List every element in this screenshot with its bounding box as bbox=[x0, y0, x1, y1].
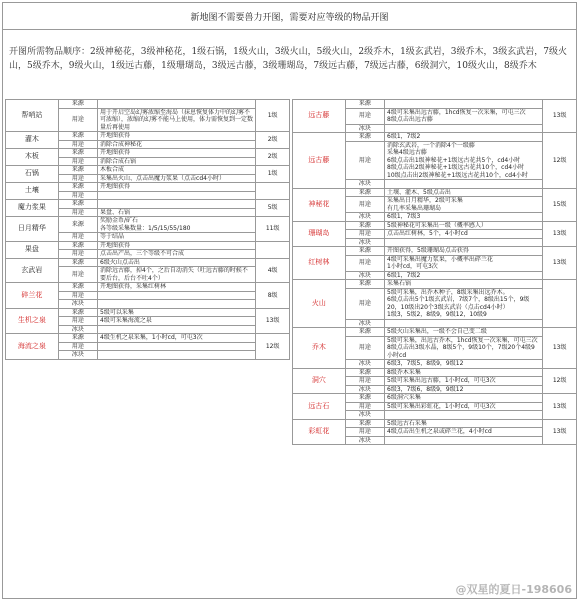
row-type: 用途 bbox=[345, 288, 384, 319]
row-description bbox=[385, 436, 543, 445]
row-type: 来源 bbox=[58, 308, 97, 317]
row-type: 来源 bbox=[345, 394, 384, 403]
level-note: 13级 bbox=[543, 247, 577, 280]
row-description: 5级远古石采集 bbox=[385, 419, 543, 428]
row-description: 土壤、灌木、5级点击出 bbox=[385, 188, 543, 197]
row-type: 来源 bbox=[58, 200, 97, 209]
row-description: 开地图获得 bbox=[98, 132, 256, 141]
table-row bbox=[293, 133, 577, 142]
item-name: 生机之泉 bbox=[6, 308, 59, 334]
row-type: 冰块 bbox=[345, 180, 384, 189]
item-name: 红树林 bbox=[293, 247, 346, 280]
item-name: 木板 bbox=[6, 149, 59, 166]
row-description: 4级可采集出魔力浆果，小概率出碎兰花 1小时cd，可屯3次 bbox=[385, 255, 543, 271]
row-type: 用途 bbox=[345, 141, 384, 180]
row-type: 用途 bbox=[58, 342, 97, 351]
row-description: 开地图获得，采集红树林 bbox=[98, 283, 256, 292]
row-type: 冰块 bbox=[345, 436, 384, 445]
row-type: 用途 bbox=[345, 255, 384, 271]
row-description: 等于结晶 bbox=[98, 233, 256, 242]
row-description: 5级可采集出远古藤，1小时cd，可屯3次 bbox=[385, 377, 543, 386]
row-description: 点击出产出，三个等级不可合成 bbox=[98, 250, 256, 259]
level-note bbox=[543, 280, 577, 328]
item-name: 远古藤 bbox=[293, 100, 346, 133]
row-type: 用途 bbox=[345, 402, 384, 411]
row-description: 6级洞穴采集 bbox=[385, 394, 543, 403]
row-type: 用途 bbox=[58, 267, 97, 283]
row-description bbox=[98, 200, 256, 209]
row-description: 采集出火山、点击出魔力浆果（点击cd4小时） bbox=[98, 174, 256, 183]
row-description bbox=[98, 300, 256, 309]
row-description bbox=[98, 191, 256, 200]
level-note: 15级 bbox=[543, 188, 577, 221]
table-row bbox=[6, 183, 290, 192]
level-note: 13级 bbox=[543, 394, 577, 420]
row-type: 冰块 bbox=[345, 271, 384, 280]
item-name: 石锅 bbox=[6, 166, 59, 183]
table-row bbox=[293, 368, 577, 377]
row-description: 木板合成 bbox=[98, 166, 256, 175]
row-type: 用途 bbox=[58, 317, 97, 326]
document-sheet bbox=[2, 2, 577, 599]
table-row bbox=[6, 217, 290, 233]
row-description: 用于开启空岛幻雾浓缩至海岛（抹息恢复体力中的幻雾不可浓缩），浓缩的幻雾不能马上使用，体力需恢复到一定数量后再使用 bbox=[98, 108, 256, 132]
level-note: 13级 bbox=[543, 100, 577, 133]
table-row bbox=[293, 280, 577, 289]
row-type: 冰块 bbox=[345, 411, 384, 420]
row-description: 4级可采集出远古藤，1hcd恢复一次采集，可屯三次 8级点击出远古藤 bbox=[385, 108, 543, 124]
row-description bbox=[98, 100, 256, 109]
table-row bbox=[6, 149, 290, 158]
row-description bbox=[385, 100, 543, 109]
row-description: 消除合成神秘花 bbox=[98, 140, 256, 149]
row-type: 冰块 bbox=[345, 319, 384, 328]
item-name: 远古石 bbox=[293, 394, 346, 420]
intro-paragraph: 开图所需物品顺序：2级神秘花，3级神秘花，1级石锅，1级火山，3级火山，5级火山，2级乔木，1级玄武岩，3级乔木，3级玄武岩，7级火山，5级乔木，9级火山，1级远古藤，1级珊瑚岛，3级远古藤，3级珊瑚岛，7级远古藤，7级远古藤，6级洞穴，10级火山，8级乔木 bbox=[9, 47, 567, 71]
row-description: 奖励金币/矿石 各等级采集数量：1/5/15/55/180 bbox=[98, 217, 256, 233]
table-row bbox=[6, 241, 290, 250]
item-name: 火山 bbox=[293, 280, 346, 328]
row-type: 用途 bbox=[345, 108, 384, 124]
row-type: 冰块 bbox=[345, 360, 384, 369]
table-row bbox=[293, 394, 577, 403]
row-description: 5级可采集，出乔木种子，8级采集出远乔木。 6级点击出5个1级玄武岩，7级7个，8级出15个，9级20，10级出20个3级玄武岩（点击cd4小时） 1级3，5级2，8级9，9级12，10级9 bbox=[385, 288, 543, 319]
row-description: 6级火山点击出 bbox=[98, 258, 256, 267]
row-type: 用途 bbox=[345, 197, 384, 213]
row-type: 来源 bbox=[58, 217, 97, 233]
row-type: 用途 bbox=[58, 191, 97, 200]
row-type: 来源 bbox=[58, 132, 97, 141]
row-description: 开地图获得 bbox=[98, 183, 256, 192]
table-row bbox=[6, 283, 290, 292]
row-type: 用途 bbox=[345, 336, 384, 360]
level-note: 11级 bbox=[256, 217, 290, 242]
row-type: 来源 bbox=[58, 334, 97, 343]
row-description bbox=[385, 238, 543, 247]
row-type: 来源 bbox=[345, 188, 384, 197]
row-description bbox=[98, 342, 256, 351]
row-type: 冰块 bbox=[345, 124, 384, 133]
level-note: 13级 bbox=[543, 221, 577, 247]
page-title: 新地图不需要兽力开图，需要对应等级的物品开图 bbox=[3, 3, 576, 30]
table-row bbox=[6, 200, 290, 209]
level-note: 8级 bbox=[256, 283, 290, 309]
row-type: 来源 bbox=[345, 247, 384, 256]
level-note: 5级 bbox=[256, 200, 290, 217]
row-description: 消除玄武岩，一个消除4个一级藤 采集4级远古藤 6级点击出1级神秘花+1级远古花共5个，cd4小时 8级点击出2级神秘花+1级远古花共10个，cd4小时 10级点击出2级神秘花+1级远古花共10个，cd4小时 bbox=[385, 141, 543, 180]
row-type: 来源 bbox=[345, 133, 384, 142]
table-row bbox=[6, 308, 290, 317]
row-description: 果盘、石锅 bbox=[98, 208, 256, 217]
row-type: 用途 bbox=[58, 108, 97, 132]
row-type: 用途 bbox=[58, 208, 97, 217]
row-type: 来源 bbox=[58, 100, 97, 109]
row-description: 5级火山采集出，一级不会自己变二级 bbox=[385, 328, 543, 337]
row-type: 冰块 bbox=[345, 385, 384, 394]
item-name: 帮哨站 bbox=[6, 100, 59, 132]
row-description: 6级1，7级3 bbox=[385, 213, 543, 222]
row-type: 冰块 bbox=[58, 351, 97, 360]
item-name: 海流之泉 bbox=[6, 334, 59, 360]
level-note: 13级 bbox=[256, 308, 290, 334]
row-type: 来源 bbox=[58, 166, 97, 175]
row-type: 用途 bbox=[345, 230, 384, 239]
level-note bbox=[256, 183, 290, 200]
item-name: 乔木 bbox=[293, 328, 346, 369]
row-description: 6级3，7级6，8级9，9级12 bbox=[385, 385, 543, 394]
row-description: 6级1，7级2 bbox=[385, 271, 543, 280]
row-type: 冰块 bbox=[58, 325, 97, 334]
row-description: 5级神秘花可采集出一级（概率感人） bbox=[385, 221, 543, 230]
left-item-table bbox=[5, 99, 290, 360]
level-note: 2级 bbox=[256, 149, 290, 166]
row-type: 来源 bbox=[345, 221, 384, 230]
row-description bbox=[98, 351, 256, 360]
row-type: 用途 bbox=[345, 428, 384, 437]
table-row bbox=[6, 166, 290, 175]
level-note: 2级 bbox=[256, 132, 290, 149]
row-description: 采集出日月精华，2级可采集 有几率采集出珊瑚岛 bbox=[385, 197, 543, 213]
row-description: 开图获得，5级珊瑚岛点击获得 bbox=[385, 247, 543, 256]
row-type: 用途 bbox=[58, 174, 97, 183]
item-name: 碎兰花 bbox=[6, 283, 59, 309]
level-note bbox=[256, 241, 290, 258]
item-name: 玄武岩 bbox=[6, 258, 59, 283]
row-description: 4级点击出生机之泉或碎兰花，4小时cd bbox=[385, 428, 543, 437]
item-name: 日月精华 bbox=[6, 217, 59, 242]
row-description: 采集石锅 bbox=[385, 280, 543, 289]
row-description: 5级可以采集 bbox=[98, 308, 256, 317]
row-type: 来源 bbox=[58, 183, 97, 192]
row-type: 来源 bbox=[58, 149, 97, 158]
row-description bbox=[385, 180, 543, 189]
table-row bbox=[293, 188, 577, 197]
row-description: 4级生机之泉采集，1小时cd，可屯3次 bbox=[98, 334, 256, 343]
row-type: 用途 bbox=[345, 377, 384, 386]
level-note: 13级 bbox=[543, 419, 577, 445]
row-type: 冰块 bbox=[345, 213, 384, 222]
row-type: 冰块 bbox=[58, 300, 97, 309]
item-name: 彩虹花 bbox=[293, 419, 346, 445]
table-row bbox=[293, 328, 577, 337]
row-description bbox=[385, 124, 543, 133]
row-type: 来源 bbox=[58, 241, 97, 250]
row-type: 来源 bbox=[345, 419, 384, 428]
item-name: 洞穴 bbox=[293, 368, 346, 394]
row-type: 来源 bbox=[345, 280, 384, 289]
row-description: 6级3，7级5，8级9，9级12 bbox=[385, 360, 543, 369]
table-row bbox=[293, 100, 577, 109]
row-type: 来源 bbox=[58, 283, 97, 292]
row-type: 用途 bbox=[58, 157, 97, 166]
row-type: 用途 bbox=[58, 233, 97, 242]
right-item-table bbox=[292, 99, 577, 445]
row-description: 4级可采集海流之泉 bbox=[98, 317, 256, 326]
row-description bbox=[385, 411, 543, 420]
row-type: 来源 bbox=[345, 328, 384, 337]
level-note: 12级 bbox=[543, 368, 577, 394]
table-row bbox=[6, 100, 290, 109]
row-description: 5级可采集，出远古乔木，1hcd恢复一次采集，可屯三次 8级点击出3级水晶，8级5个，9级10个，7级20个4级9小时cd bbox=[385, 336, 543, 360]
row-description bbox=[98, 291, 256, 300]
level-note: 13级 bbox=[543, 328, 577, 369]
row-type: 用途 bbox=[58, 291, 97, 300]
row-type: 冰块 bbox=[345, 238, 384, 247]
row-description bbox=[98, 325, 256, 334]
row-description bbox=[385, 319, 543, 328]
row-type: 用途 bbox=[58, 250, 97, 259]
item-name: 果盘 bbox=[6, 241, 59, 258]
row-description: 开地图获得 bbox=[98, 241, 256, 250]
level-note: 1级 bbox=[256, 166, 290, 183]
row-type: 用途 bbox=[58, 140, 97, 149]
row-type: 来源 bbox=[345, 368, 384, 377]
watermark: @双星的夏日-198606 bbox=[455, 583, 572, 596]
row-description: 点击出红树林，5个，4小时cd bbox=[385, 230, 543, 239]
row-description: 开地图获得 bbox=[98, 149, 256, 158]
table-row bbox=[293, 247, 577, 256]
level-note: 4级 bbox=[256, 258, 290, 283]
level-note: 12级 bbox=[256, 334, 290, 360]
table-row bbox=[293, 221, 577, 230]
row-description: 5级可采集出彩虹花，1小时cd，可屯3次 bbox=[385, 402, 543, 411]
item-name: 魔力浆果 bbox=[6, 200, 59, 217]
table-row bbox=[293, 419, 577, 428]
row-description: 8级乔木采集 bbox=[385, 368, 543, 377]
table-row bbox=[6, 334, 290, 343]
table-row bbox=[6, 132, 290, 141]
row-description: 消除合成石锅 bbox=[98, 157, 256, 166]
item-name: 土壤 bbox=[6, 183, 59, 200]
item-name: 远古藤 bbox=[293, 133, 346, 189]
level-note: 12级 bbox=[543, 133, 577, 189]
level-note: 1级 bbox=[256, 100, 290, 132]
item-name: 珊瑚岛 bbox=[293, 221, 346, 247]
row-type: 来源 bbox=[58, 258, 97, 267]
table-row bbox=[6, 258, 290, 267]
row-type: 来源 bbox=[345, 100, 384, 109]
item-name: 神秘花 bbox=[293, 188, 346, 221]
row-description: 消除远古藤，掉4个，之后自动消失（吐远古藤的时候不要后台，后台不吐4个） bbox=[98, 267, 256, 283]
item-name: 灌木 bbox=[6, 132, 59, 149]
row-description: 6级1，7级2 bbox=[385, 133, 543, 142]
